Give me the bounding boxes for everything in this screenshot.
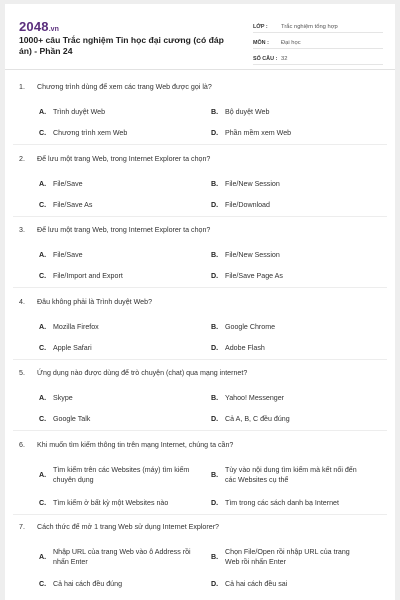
- option-text: Tìm kiếm ở bất kỳ một Websites nào: [53, 499, 169, 507]
- option-letter: D.: [211, 129, 219, 137]
- question-text: [19, 225, 210, 235]
- option-text: Trình duyệt Web: [53, 108, 106, 116]
- option-letter: A.: [39, 553, 47, 561]
- option-letter: A.: [39, 323, 47, 331]
- document-title: 1000+ câu Trắc nghiệm Tin học đại cương (có đáp án) - Phần 24: [19, 35, 224, 56]
- option-letter: C.: [39, 580, 47, 588]
- option-letter: B.: [211, 323, 219, 331]
- divider: [13, 359, 387, 360]
- meta-key: LỚP :: [253, 24, 268, 30]
- option-letter: D.: [211, 272, 219, 280]
- meta-key: MÔN :: [253, 40, 269, 46]
- meta-panel: [253, 17, 383, 65]
- option-text: Cả hai cách đều sai: [225, 580, 288, 588]
- meta-value: 32: [281, 56, 288, 62]
- option-letter: B.: [211, 108, 219, 116]
- option-letter: D.: [211, 201, 219, 209]
- option-letter: A.: [39, 180, 47, 188]
- question-text: [19, 154, 210, 164]
- option-letter: C.: [39, 129, 47, 137]
- option-text: Tìm trong các sách danh bạ Internet: [225, 499, 339, 507]
- option-letter: D.: [211, 415, 219, 423]
- option-text: File/Save As: [53, 201, 93, 209]
- question-number: 5.: [19, 369, 25, 377]
- question-stem: Để lưu một trang Web, trong Internet Explorer ta chọn?: [37, 226, 211, 234]
- option-text: Chọn File/Open rồi nhập URL của trang Web rồi nhấn Enter: [225, 548, 350, 566]
- divider: [13, 430, 387, 431]
- question-number: 3.: [19, 226, 25, 234]
- question-text: [19, 368, 247, 378]
- option-text: Yahoo! Messenger: [225, 394, 285, 402]
- option-letter: D.: [211, 344, 219, 352]
- option-text: Bộ duyệt Web: [225, 108, 270, 116]
- meta-value: Đại học: [281, 40, 301, 46]
- question-number: 2.: [19, 155, 25, 163]
- option-text: Google Chrome: [225, 323, 276, 331]
- question-stem: Ứng dụng nào được dùng để trò chuyện (chat) qua mạng internet?: [37, 369, 248, 377]
- option-text: File/Save Page As: [225, 272, 283, 280]
- option-letter: D.: [211, 499, 219, 507]
- option-text: Chương trình xem Web: [53, 129, 128, 137]
- option-letter: B.: [211, 471, 219, 479]
- option-letter: B.: [211, 180, 219, 188]
- option-text: Tùy vào nội dung tìm kiếm mà kết nối đến các Websites cụ thể: [225, 466, 357, 484]
- question-stem: Cách thức để mở 1 trang Web sử dụng Internet Explorer?: [37, 523, 219, 531]
- question-text: [19, 297, 152, 307]
- question-number: 1.: [19, 83, 25, 91]
- option-letter: A.: [39, 108, 47, 116]
- option-letter: C.: [39, 499, 47, 507]
- option-text: File/New Session: [225, 180, 280, 188]
- divider: [13, 514, 387, 515]
- question-number: 4.: [19, 298, 25, 306]
- option-text: File/Save: [53, 180, 83, 188]
- question-text: [19, 522, 219, 532]
- divider: [13, 144, 387, 145]
- option-letter: B.: [211, 553, 219, 561]
- option-text: Cả hai cách đều đúng: [53, 580, 123, 588]
- option-letter: A.: [39, 471, 47, 479]
- logo-text: 2048: [19, 19, 49, 34]
- option-text: Adobe Flash: [225, 344, 265, 352]
- option-text: Nhập URL của trang Web vào ô Address rồi nhấn Enter: [53, 548, 191, 566]
- divider: [13, 287, 387, 288]
- meta-row-class: [253, 17, 383, 33]
- question-number: 6.: [19, 441, 25, 449]
- option-text: File/Download: [225, 201, 270, 209]
- option-text: Tìm kiếm trên các Websites (máy) tìm kiếm chuyên dụng: [53, 466, 190, 484]
- meta-row-count: [253, 49, 383, 65]
- option-letter: D.: [211, 580, 219, 588]
- option-text: Apple Safari: [53, 344, 92, 352]
- site-logo[interactable]: [19, 18, 59, 36]
- option-text: File/Import and Export: [53, 272, 123, 280]
- option-text: Phần mềm xem Web: [225, 129, 292, 137]
- divider: [13, 216, 387, 217]
- option-text: Cả A, B, C đều đúng: [225, 415, 290, 423]
- question-stem: Để lưu một trang Web, trong Internet Explorer ta chọn?: [37, 155, 211, 163]
- meta-row-subject: [253, 33, 383, 49]
- option-text: Mozilla Firefox: [53, 323, 99, 331]
- option-letter: B.: [211, 394, 219, 402]
- option-letter: C.: [39, 344, 47, 352]
- option-letter: B.: [211, 251, 219, 259]
- logo-suffix: .vn: [48, 26, 59, 33]
- option-text: File/New Session: [225, 251, 280, 259]
- question-number: 7.: [19, 523, 25, 531]
- option-letter: A.: [39, 394, 47, 402]
- option-letter: A.: [39, 251, 47, 259]
- option-text: File/Save: [53, 251, 83, 259]
- option-letter: C.: [39, 272, 47, 280]
- document-page: [5, 4, 395, 600]
- option-letter: C.: [39, 201, 47, 209]
- option-text: Google Talk: [53, 415, 91, 423]
- option-text: Skype: [53, 394, 73, 402]
- meta-key: SỐ CÂU :: [253, 56, 278, 62]
- question-text: [19, 82, 212, 92]
- question-stem: Đâu không phải là Trình duyệt Web?: [37, 298, 153, 306]
- document-header: [5, 4, 395, 70]
- question-stem: Khi muốn tìm kiếm thông tin trên mạng Internet, chúng ta cần?: [37, 441, 234, 449]
- question-text: [19, 440, 233, 450]
- meta-value: Trắc nghiệm tổng hợp: [281, 24, 338, 30]
- question-stem: Chương trình dùng để xem các trang Web được gọi là?: [37, 83, 212, 91]
- option-letter: C.: [39, 415, 47, 423]
